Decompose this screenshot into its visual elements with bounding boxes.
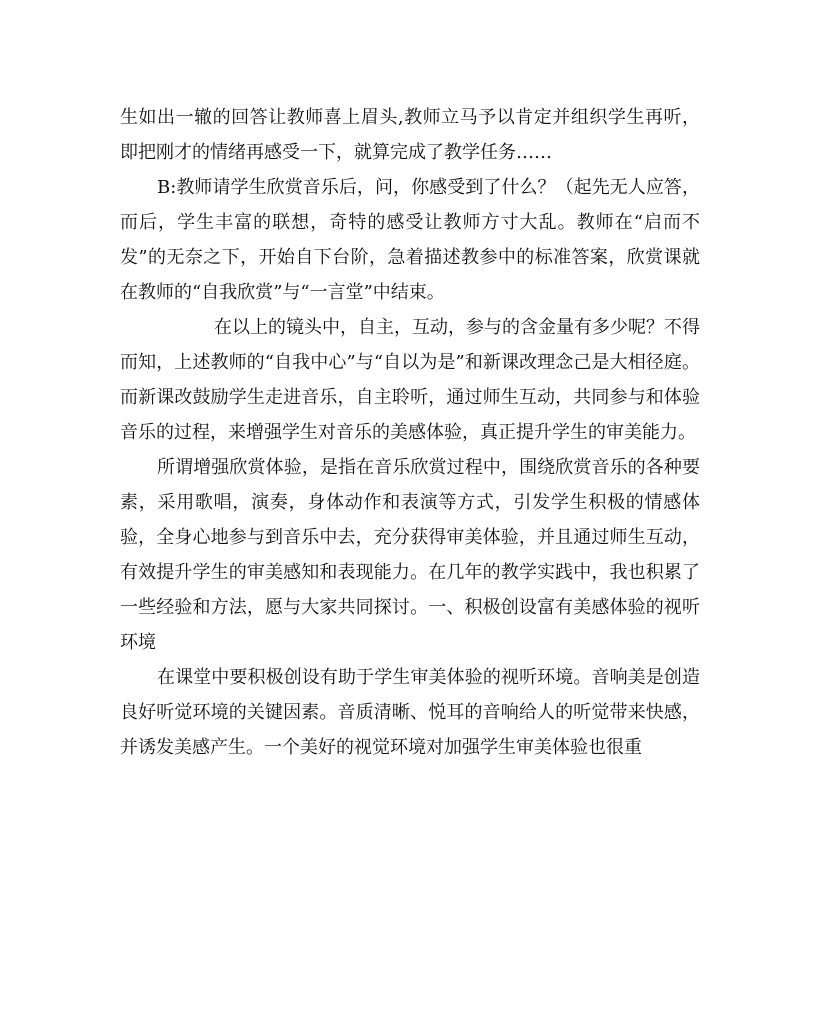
paragraph-analysis: 在以上的镜头中，自主，互动，参与的含金量有多少呢？不得而知，上述教师的“自我中心”与“自以为是”和新课改理念己是大相径庭。而新课改鼓励学生走进音乐，自主聆听，通过师生互动，共同参与和体验音乐的过程，来增强学生对音乐的美感体验，真正提升学生的审美能力。 [120,317,700,443]
paragraph-continued: 生如出一辙的回答让教师喜上眉头,教师立马予以肯定并组织学生再听，即把刚才的情绪再感受一下，就算完成了教学任务…… [120,107,700,163]
body-text [120,100,700,765]
paragraph-environment: 在课堂中要积极创设有助于学生审美体验的视听环境。音响美是创造良好听觉环境的关键因素。音质清晰、悦耳的音响给人的听觉带来快感，并诱发美感产生。一个美好的视觉环境对加强学生审美体验也很重 [120,667,700,758]
paragraph-case-b: B:教师请学生欣赏音乐后，问，你感受到了什么？（起先无人应答，而后，学生丰富的联想，奇特的感受让教师方寸大乱。教师在“启而不发”的无奈之下，开始自下台阶，急着描述教参中的标准答案，欣赏课就在教师的“自我欣赏”与“一言堂”中结束。 [120,177,700,303]
paragraph-definition: 所谓增强欣赏体验，是指在音乐欣赏过程中，围绕欣赏音乐的各种要素，采用歌唱，演奏，身体动作和表演等方式，引发学生积极的情感体验，全身心地参与到音乐中去，充分获得审美体验，并且通过师生互动，有效提升学生的审美感知和表现能力。在几年的教学实践中，我也积累了一些经验和方法，愿与大家共同探讨。一、积极创设富有美感体验的视听环境 [120,457,700,653]
